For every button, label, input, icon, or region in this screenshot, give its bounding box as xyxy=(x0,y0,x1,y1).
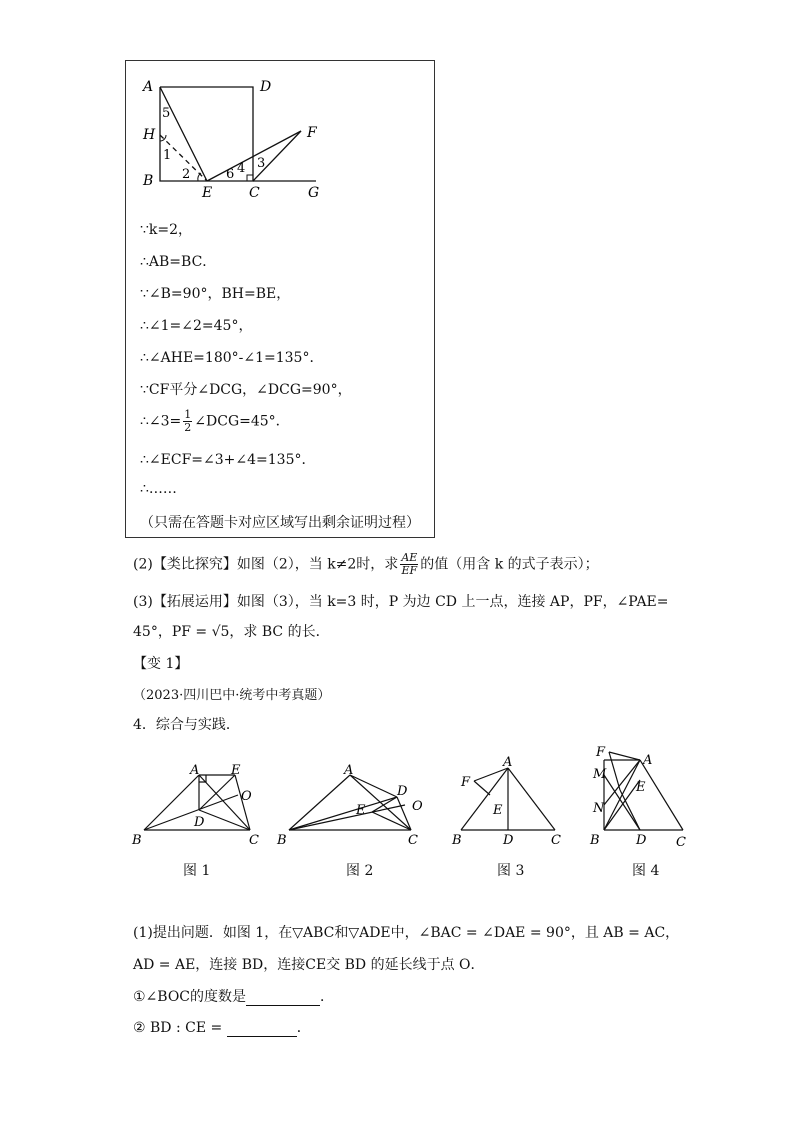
label-6: 6 xyxy=(226,167,235,182)
fig4-label-M: M xyxy=(593,767,607,782)
fig1-label-A: A xyxy=(190,763,200,778)
label-G: G xyxy=(308,185,320,201)
geometry-figure-main xyxy=(126,61,436,201)
caption-figure-3: 图 3 xyxy=(497,863,525,879)
fig2-label-A: A xyxy=(344,763,354,778)
label-C: C xyxy=(249,185,260,201)
fig2-label-C: C xyxy=(408,833,418,848)
label-A: A xyxy=(143,79,154,95)
label-4: 4 xyxy=(237,161,246,176)
question-1-item-2: ② BD : CE = ． xyxy=(133,1020,311,1036)
label-F: F xyxy=(307,125,317,141)
label-3: 3 xyxy=(257,156,266,171)
proof-line-6: ∵CF平分∠DCG，∠DCG=90°， xyxy=(140,382,352,398)
question-2 xyxy=(133,552,599,577)
label-H: H xyxy=(143,127,156,143)
variant-source: （2023·四川巴中·统考中考真题） xyxy=(133,688,331,703)
proof-box xyxy=(125,60,435,538)
fig2-label-O: O xyxy=(412,799,423,814)
variant-title: 【变 1】 xyxy=(133,656,189,672)
fig4-label-D: D xyxy=(636,833,647,848)
fig1-label-O: O xyxy=(241,789,252,804)
fig4-label-B: B xyxy=(590,833,600,848)
fig3-label-B: B xyxy=(452,833,462,848)
proof-note: （只需在答题卡对应区域写出剩余证明过程） xyxy=(140,515,420,531)
fig4-label-A: A xyxy=(643,753,653,768)
fig4-label-N: N xyxy=(593,801,605,816)
label-5: 5 xyxy=(162,106,171,121)
question-1-line-1: (1)提出问题．如图 1，在▽ABC和▽ADE中，∠BAC = ∠DAE = 90°，且 AB = AC， xyxy=(133,925,680,941)
fig4-label-F: F xyxy=(596,745,606,760)
answer-blank-1[interactable] xyxy=(246,991,320,1006)
figure-2 xyxy=(289,775,411,830)
figures-row xyxy=(0,740,794,850)
proof-line-7a: ∴∠3= xyxy=(140,413,182,430)
answer-blank-2[interactable] xyxy=(227,1022,297,1037)
proof-line-7b: ∠DCG=45°． xyxy=(194,413,290,430)
fig3-label-C: C xyxy=(551,833,561,848)
fig4-label-C: C xyxy=(676,835,686,850)
fraction-half: $\frac{1}{2}$ xyxy=(184,408,192,434)
fig3-label-E: E xyxy=(493,803,503,818)
proof-line-3: ∵∠B=90°，BH=BE， xyxy=(140,286,291,302)
fig1-label-C: C xyxy=(249,833,259,848)
label-2: 2 xyxy=(182,167,191,182)
caption-figure-4: 图 4 xyxy=(632,863,660,879)
fig3-label-A: A xyxy=(503,755,513,770)
fig2-label-E: E xyxy=(356,803,366,818)
fig1-label-E: E xyxy=(231,763,241,778)
fig2-label-D: D xyxy=(397,784,408,799)
question-3-line-1: (3)【拓展运用】如图（3），当 k=3 时，P 为边 CD 上一点，连接 AP，PF，∠PAE= xyxy=(133,594,669,610)
problem-title: 4．综合与实践． xyxy=(133,717,240,733)
proof-line-7 xyxy=(140,409,290,434)
question-1-line-2: AD = AE，连接 BD，连接CE交 BD 的延长线于点 O． xyxy=(133,957,485,973)
caption-figure-1: 图 1 xyxy=(183,863,211,879)
proof-line-8: ∴∠ECF=∠3+∠4=135°． xyxy=(140,452,316,468)
proof-line-1: ∵k=2， xyxy=(140,222,193,238)
question-2-text-b: 的值（用含 k 的式子表示）； xyxy=(420,556,599,573)
question-1-item-1: ①∠BOC的度数是 ． xyxy=(133,989,335,1005)
proof-line-4: ∴∠1=∠2=45°， xyxy=(140,318,253,334)
question-2-text-a: (2)【类比探究】如图（2），当 k≠2时，求 xyxy=(133,556,399,573)
label-D: D xyxy=(260,79,272,95)
question-3-line-2: 45°，PF = √5，求 BC 的长． xyxy=(133,624,330,640)
fig3-label-F: F xyxy=(461,775,471,790)
fig4-label-E: E xyxy=(636,780,646,795)
fig3-label-D: D xyxy=(503,833,514,848)
figure-3 xyxy=(461,768,555,830)
proof-line-5: ∴∠AHE=180°-∠1=135°． xyxy=(140,350,324,366)
fig1-label-B: B xyxy=(132,833,142,848)
proof-line-2: ∴AB=BC． xyxy=(140,254,217,270)
caption-figure-2: 图 2 xyxy=(346,863,374,879)
label-E: E xyxy=(202,185,213,201)
proof-line-9: ∴…… xyxy=(140,481,177,497)
fraction-ae-ef: $\frac{AE}{EF}$ xyxy=(401,551,418,577)
label-1: 1 xyxy=(163,148,172,163)
fig2-label-B: B xyxy=(277,833,287,848)
fig1-label-D: D xyxy=(194,815,205,830)
label-B: B xyxy=(143,173,154,189)
